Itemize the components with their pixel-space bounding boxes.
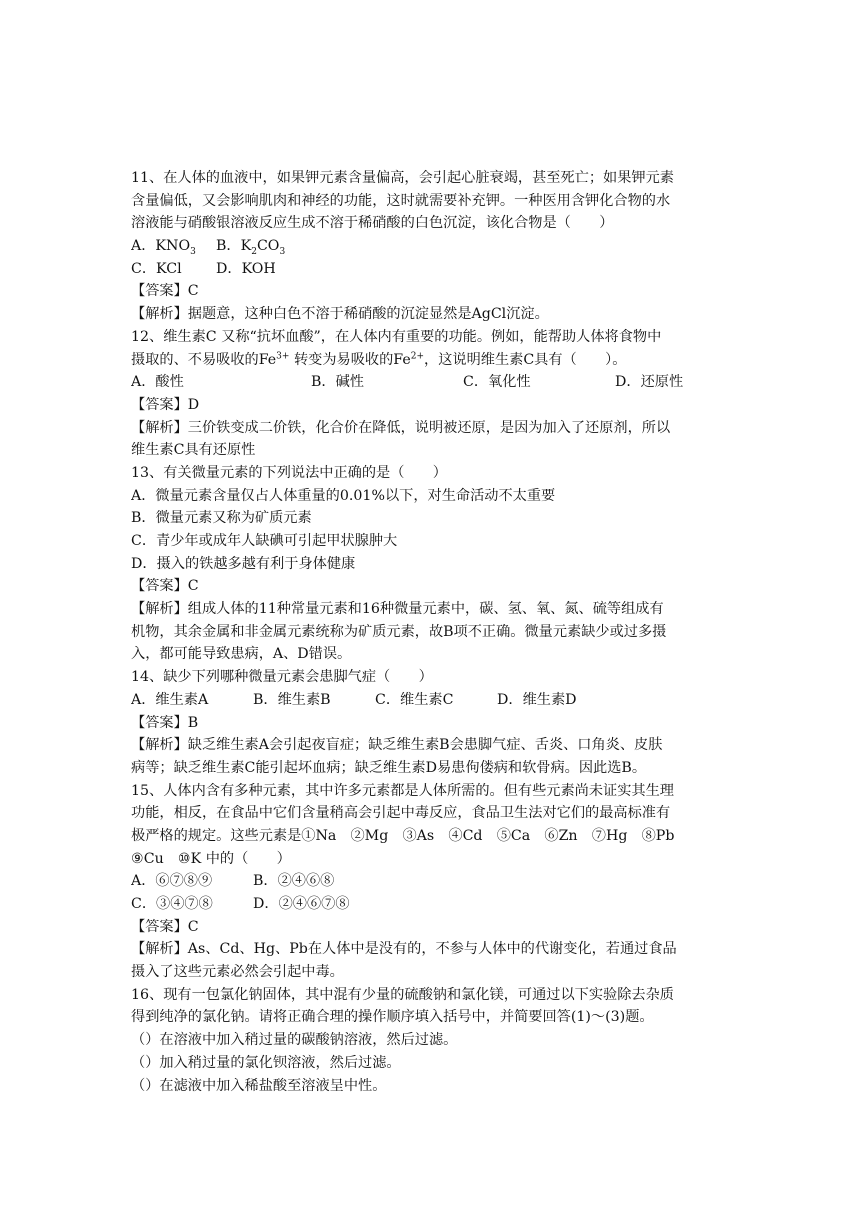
q12-stem-line-2: 摄取的、不易吸收的$Fe^{3+}$ 转变为易吸收的$Fe^{2+}$，这说明维生素C具有（ ）。 bbox=[131, 350, 627, 368]
q12-answer: 【答案】D bbox=[131, 396, 200, 413]
q11-stem-line-3: 溶液能与硝酸银溶液反应生成不溶于稀硝酸的白色沉淀，该化合物是（ ） bbox=[131, 215, 614, 232]
q13-stem: 13、有关微量元素的下列说法中正确的是（ ） bbox=[131, 464, 447, 481]
q15-stem-line-1: 15、人体内含有多种元素，其中许多元素都是人体所需的。但有些元素尚未证实其生理 bbox=[131, 782, 674, 799]
q13-analysis-line-2: 机物，其余金属和非金属元素统称为矿质元素，故B项不正确。微量元素缺少或过多摄 bbox=[131, 623, 667, 640]
q15-analysis-line-1: 【解析】As、Cd、Hg、Pb在人体中是没有的，不参与人体中的代谢变化，若通过食品 bbox=[131, 941, 677, 958]
q14-stem: 14、缺少下列哪种微量元素会患脚气症（ ） bbox=[131, 669, 433, 686]
q15-option-b: B．②④⑥⑧ bbox=[253, 873, 335, 890]
q14-option-a: A．维生素A bbox=[131, 691, 209, 708]
q16-stem-line-2: 得到纯净的氯化钠。请将正确合理的操作顺序填入括号中，并简要回答(1)～(3)题。 bbox=[131, 1009, 654, 1026]
q14-option-d: D．维生素D bbox=[497, 691, 577, 708]
q14-analysis-line-1: 【解析】缺乏维生素A会引起夜盲症；缺乏维生素B会患脚气症、舌炎、口角炎、皮肤 bbox=[131, 737, 663, 754]
q13-analysis-line-3: 入，都可能导致患病，A、D错误。 bbox=[131, 646, 352, 663]
q15-answer: 【答案】C bbox=[131, 918, 199, 935]
q15-option-d: D．②④⑥⑦⑧ bbox=[253, 896, 350, 912]
q16-step-3: （）在滤液中加入稀盐酸至溶液呈中性。 bbox=[131, 1077, 387, 1094]
q12-options bbox=[131, 371, 731, 394]
question-content bbox=[131, 167, 731, 1097]
q11-analysis: 【解析】据题意，这种白色不溶于稀硝酸的沉淀显然是AgCl沉淀。 bbox=[131, 306, 549, 323]
q15-option-c: C．③④⑦⑧ bbox=[131, 896, 213, 912]
q12-option-a: A．酸性 bbox=[131, 374, 184, 391]
q14-option-b: B．维生素B bbox=[253, 691, 331, 708]
q12-stem-line-1: 12、维生素C 又称“抗坏血酸”，在人体内有重要的功能。例如，能帮助人体将食物中 bbox=[131, 328, 662, 345]
q12-option-c: C．氧化性 bbox=[463, 374, 531, 391]
q13-analysis-line-1: 【解析】组成人体的11种常量元素和16种微量元素中，碳、氢、氧、氮、硫等组成有 bbox=[131, 601, 664, 618]
q16-step-1: （）在溶液中加入稍过量的碳酸钠溶液，然后过滤。 bbox=[131, 1032, 458, 1049]
q14-option-c: C．维生素C bbox=[375, 691, 454, 708]
q16-step-2: （）加入稍过量的氯化钡溶液，然后过滤。 bbox=[131, 1054, 401, 1071]
q15-stem-line-4: ⑨Cu ⑩K 中的（ ） bbox=[131, 850, 291, 867]
q11-option-c: C．KCl bbox=[131, 260, 182, 277]
q11-option-d: D．KOH bbox=[216, 260, 276, 277]
q14-answer: 【答案】B bbox=[131, 714, 199, 731]
q14-options bbox=[131, 689, 731, 712]
q13-option-a: A．微量元素含量仅占人体重量的0.01%以下，对生命活动不太重要 bbox=[131, 487, 556, 504]
q11-answer: 【答案】C bbox=[131, 283, 199, 300]
q12-analysis-line-1: 【解析】三价铁变成二价铁，化合价在降低，说明被还原，是因为加入了还原剂，所以 bbox=[131, 419, 671, 436]
q11-options-row-2 bbox=[131, 258, 731, 281]
q11-option-b: B．$K_2CO_3$ bbox=[216, 238, 286, 257]
q11-option-a: A．$KNO_3$ bbox=[131, 238, 196, 257]
q13-option-b: B．微量元素又称为矿质元素 bbox=[131, 510, 312, 527]
q15-stem-line-2: 功能，相反，在食品中它们含量稍高会引起中毒反应，食品卫生法对它们的最高标准有 bbox=[131, 805, 671, 822]
q11-options-row-1 bbox=[131, 235, 731, 258]
q15-stem-line-3: 极严格的规定。这些元素是①Na ②Mg ③As ④Cd ⑤Ca ⑥Zn ⑦Hg ⑧Pb bbox=[131, 827, 675, 844]
q11-stem-line-1: 11、在人体的血液中，如果钾元素含量偏高，会引起心脏衰竭，甚至死亡；如果钾元素 bbox=[131, 170, 674, 186]
q14-analysis-line-2: 病等；缺乏维生素C能引起坏血病；缺乏维生素D易患佝偻病和软骨病。因此选B。 bbox=[131, 759, 647, 776]
q15-options-row-2 bbox=[131, 893, 731, 916]
q12-option-b: B．碱性 bbox=[311, 374, 364, 391]
q13-option-d: D．摄入的铁越多越有利于身体健康 bbox=[131, 555, 356, 572]
q12-analysis-line-2: 维生素C具有还原性 bbox=[131, 442, 256, 459]
q15-analysis-line-2: 摄入了这些元素必然会引起中毒。 bbox=[131, 964, 344, 981]
q13-answer: 【答案】C bbox=[131, 578, 199, 595]
q13-option-c: C．青少年或成年人缺碘可引起甲状腺肿大 bbox=[131, 533, 398, 549]
q15-options-row-1 bbox=[131, 870, 731, 893]
q15-option-a: A．⑥⑦⑧⑨ bbox=[131, 873, 213, 890]
q16-stem-line-1: 16、现有一包氯化钠固体，其中混有少量的硫酸钠和氯化镁，可通过以下实验除去杂质 bbox=[131, 986, 674, 1003]
q12-option-d: D．还原性 bbox=[615, 374, 684, 391]
q11-stem-line-2: 含量偏低，又会影响肌肉和神经的功能，这时就需要补充钾。一种医用含钾化合物的水 bbox=[131, 192, 671, 209]
